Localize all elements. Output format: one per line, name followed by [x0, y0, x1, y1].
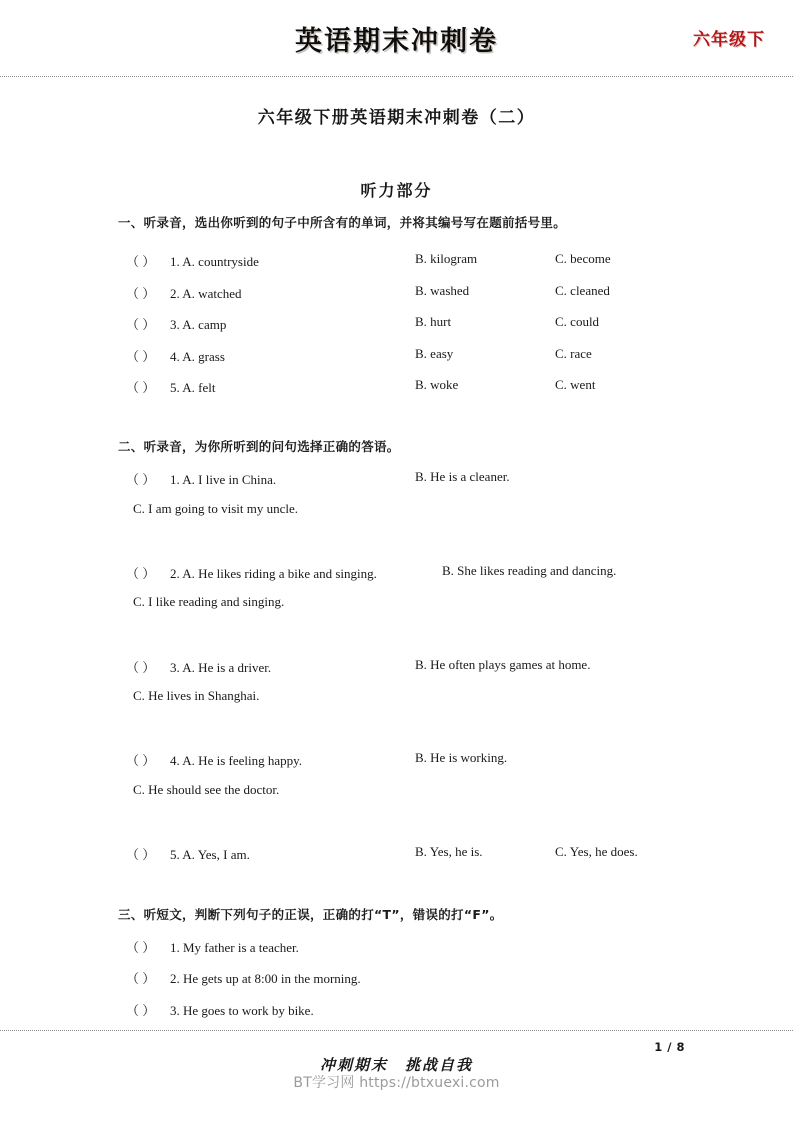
part-title-listening: 听力部分 — [360, 181, 433, 200]
answer-bracket[interactable]: （ ） — [126, 971, 156, 986]
question-row — [126, 968, 361, 987]
answer-bracket[interactable]: （ ） — [126, 847, 156, 862]
option-b-text: B. She likes reading and dancing. — [442, 563, 617, 578]
question-number: 5. — [170, 380, 180, 395]
question-row — [126, 251, 746, 269]
option-b-text: B. He is a cleaner. — [415, 469, 510, 484]
page-masthead — [0, 0, 793, 78]
option-a-text: A. felt — [182, 380, 216, 395]
option-a — [126, 469, 276, 488]
option-a-text: A. countryside — [182, 254, 259, 269]
option-b-text: B. He often plays games at home. — [415, 657, 591, 672]
option-a — [126, 251, 259, 270]
question-row — [126, 469, 746, 487]
option-b-text: B. kilogram — [415, 251, 478, 266]
statement-text: My father is a teacher. — [183, 940, 299, 955]
answer-bracket[interactable]: （ ） — [126, 566, 156, 581]
answer-bracket[interactable]: （ ） — [126, 254, 156, 269]
option-c-text: C. Yes, he does. — [555, 844, 638, 859]
question-row — [126, 1000, 314, 1019]
option-a — [126, 346, 225, 365]
option-c-text: C. I like reading and singing. — [133, 594, 285, 609]
option-a-text: A. Yes, I am. — [182, 847, 250, 862]
page-number: 1 / 8 — [654, 1040, 685, 1054]
question-row — [126, 314, 746, 332]
grade-badge: 六年级下 — [693, 30, 765, 50]
option-a-text: A. watched — [182, 286, 242, 301]
answer-bracket[interactable]: （ ） — [126, 380, 156, 395]
option-b-text: B. easy — [415, 346, 454, 361]
option-b-text: B. woke — [415, 377, 459, 392]
question-number: 2. — [170, 566, 180, 581]
paper-title: 六年级下册英语期末冲刺卷（二） — [257, 108, 536, 128]
question-number: 3. — [170, 660, 180, 675]
question-number: 1. — [170, 254, 180, 269]
header-divider — [0, 76, 793, 77]
question-row — [126, 283, 746, 301]
option-a-text: A. He is a driver. — [182, 660, 272, 675]
option-c-text: C. went — [555, 377, 596, 392]
question-number: 3. — [170, 317, 180, 332]
answer-bracket[interactable]: （ ） — [126, 472, 156, 487]
answer-bracket[interactable]: （ ） — [126, 286, 156, 301]
option-b-text: B. Yes, he is. — [415, 844, 483, 859]
option-a-text: A. camp — [182, 317, 227, 332]
section-heading-3: 三、听短文，判断下列句子的正误，正确的打“T”，错误的打“F”。 — [118, 907, 503, 922]
answer-bracket[interactable]: （ ） — [126, 1003, 156, 1018]
option-a-text: A. He likes riding a bike and singing. — [182, 566, 377, 581]
question-number: 1. — [170, 940, 180, 955]
answer-bracket[interactable]: （ ） — [126, 753, 156, 768]
option-c-text: C. I am going to visit my uncle. — [133, 501, 299, 516]
section-heading-2: 二、听录音，为你所听到的问句选择正确的答语。 — [118, 439, 400, 454]
option-c-text: C. could — [555, 314, 600, 329]
option-b-text: B. He is working. — [415, 750, 508, 765]
option-b-text: B. washed — [415, 283, 470, 298]
option-a — [126, 750, 302, 769]
answer-bracket[interactable]: （ ） — [126, 317, 156, 332]
option-c-text: C. He should see the doctor. — [133, 782, 280, 797]
question-row — [126, 844, 746, 862]
question-row — [126, 937, 299, 956]
section-heading-1: 一、听录音，选出你听到的句子中所含有的单词，并将其编号写在题前括号里。 — [118, 215, 567, 230]
answer-bracket[interactable]: （ ） — [126, 660, 156, 675]
question-row — [126, 563, 746, 581]
option-c-text: C. race — [555, 346, 592, 361]
question-number: 3. — [170, 1003, 180, 1018]
question-number: 4. — [170, 753, 180, 768]
question-row — [126, 346, 746, 364]
option-a — [126, 283, 242, 302]
option-a — [126, 657, 271, 676]
statement-text: He goes to work by bike. — [183, 1003, 314, 1018]
option-a-text: A. grass — [182, 349, 225, 364]
question-number: 4. — [170, 349, 180, 364]
footer-divider — [0, 1030, 793, 1031]
site-watermark: BT学习网 https://btxuexi.com — [293, 1075, 500, 1091]
question-row — [126, 750, 746, 768]
option-c-text: C. He lives in Shanghai. — [133, 688, 260, 703]
answer-bracket[interactable]: （ ） — [126, 940, 156, 955]
option-a — [126, 563, 377, 582]
option-b-text: B. hurt — [415, 314, 452, 329]
question-number: 2. — [170, 286, 180, 301]
question-row — [126, 657, 746, 675]
question-number: 2. — [170, 971, 180, 986]
footer-slogan: 冲刺期末 挑战自我 — [319, 1056, 473, 1074]
option-a — [126, 844, 250, 863]
option-c-text: C. cleaned — [555, 283, 610, 298]
question-number: 1. — [170, 472, 180, 487]
question-number: 5. — [170, 847, 180, 862]
masthead-title: 英语期末冲刺卷 — [295, 26, 498, 57]
question-row — [126, 377, 746, 395]
option-a — [126, 377, 216, 396]
answer-bracket[interactable]: （ ） — [126, 349, 156, 364]
option-a-text: A. He is feeling happy. — [182, 753, 303, 768]
option-a — [126, 314, 226, 333]
option-a-text: A. I live in China. — [182, 472, 277, 487]
statement-text: He gets up at 8:00 in the morning. — [183, 971, 361, 986]
option-c-text: C. become — [555, 251, 611, 266]
